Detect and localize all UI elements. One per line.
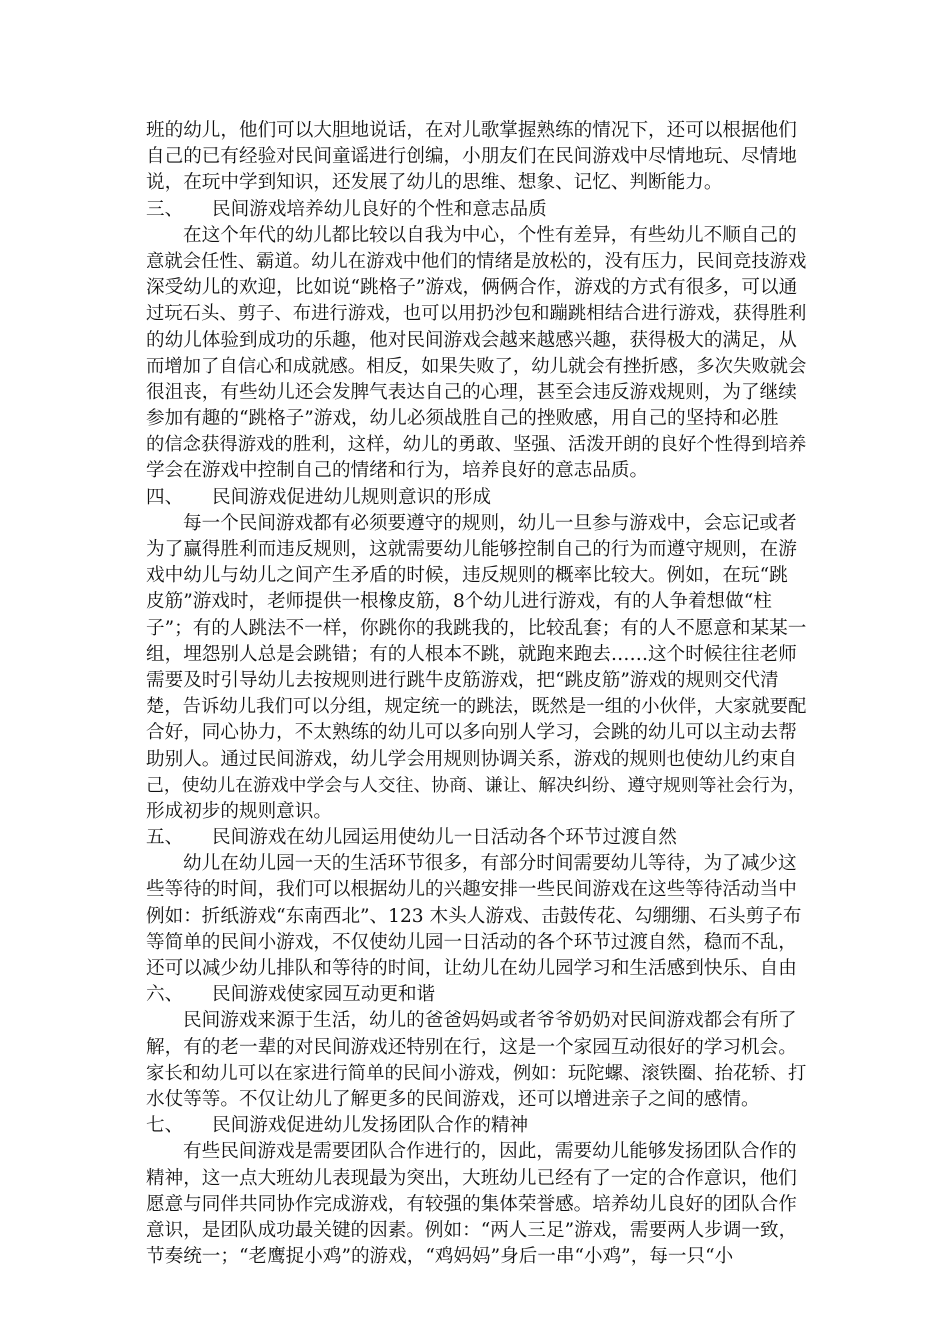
paragraph-line: 说，在玩中学到知识，还发展了幼儿的思维、想象、记忆、判断能力。	[146, 172, 723, 194]
section-title: 民间游戏培养幼儿良好的个性和意志品质	[212, 198, 547, 220]
paragraph-line: 深受幼儿的欢迎，比如说“跳格子”游戏，俩俩合作，游戏的方式有很多，可以通	[146, 277, 798, 299]
section-heading	[146, 982, 806, 1008]
section-title: 民间游戏在幼儿园运用使幼儿一日活动各个环节过渡自然	[212, 827, 677, 849]
paragraph-line: 自己的已有经验对民间童谣进行创编，小朋友们在民间游戏中尽情地玩、尽情地	[146, 146, 797, 168]
section-title: 民间游戏促进幼儿发扬团队合作的精神	[212, 1115, 529, 1137]
paragraph-line: 解，有的老一辈的对民间游戏还特别在行，这是一个家园互动很好的学习机会。	[146, 1036, 797, 1058]
section-number: 七、	[146, 1115, 184, 1137]
section-number: 六、	[146, 984, 184, 1006]
paragraph-line: 愿意与同伴共同协作完成游戏，有较强的集体荣誉感。培养幼儿良好的团队合作	[146, 1193, 797, 1215]
paragraph-line: 的幼儿体验到成功的乐趣，他对民间游戏会越来越感兴趣，获得极大的满足，从	[146, 329, 797, 351]
section-heading	[146, 1113, 806, 1139]
paragraph-line: 学会在游戏中控制自己的情绪和行为，培养良好的意志品质。	[146, 460, 649, 482]
paragraph-line: 组，埋怨别人总是会跳错；有的人根本不跳，就跑来跑去……这个时候往往老师	[146, 643, 797, 665]
paragraph-line: 皮筋”游戏时，老师提供一根橡皮筋，8个幼儿进行游戏，有的人争着想做“柱	[146, 591, 772, 613]
paragraph-line: 例如：折纸游戏“东南西北”、123 木头人游戏、击鼓传花、勾绷绷、石头剪子布	[146, 905, 802, 927]
paragraph-line: 每一个民间游戏都有必须要遵守的规则，幼儿一旦参与游戏中，会忘记或者	[183, 512, 797, 534]
paragraph-line: 过玩石头、剪子、布进行游戏，也可以用扔沙包和蹦跳相结合进行游戏，获得胜利	[146, 303, 807, 325]
paragraph-line: 子”；有的人跳法不一样，你跳你的我跳我的，比较乱套；有的人不愿意和某某一	[146, 617, 807, 639]
paragraph-line: 班的幼儿，他们可以大胆地说话，在对儿歌掌握熟练的情况下，还可以根据他们	[146, 120, 797, 141]
paragraph-line: 水仗等等。不仅让幼儿了解更多的民间游戏，还可以增进亲子之间的感情。	[146, 1088, 760, 1110]
paragraph-line: 己，使幼儿在游戏中学会与人交往、协商、谦让、解决纠纷、遵守规则等社会行为，	[146, 774, 806, 796]
paragraph-line: 些等待的时间，我们可以根据幼儿的兴趣安排一些民间游戏在这些等待活动当中	[146, 879, 797, 901]
paragraph-line: 需要及时引导幼儿去按规则进行跳牛皮筋游戏，把“跳皮筋”游戏的规则交代清	[146, 669, 779, 691]
section-title: 民间游戏使家园互动更和谐	[212, 984, 436, 1006]
paragraph-line: 幼儿在幼儿园一天的生活环节很多，有部分时间需要幼儿等待，为了减少这	[183, 853, 797, 875]
paragraph-line: 在这个年代的幼儿都比较以自我为中心，个性有差异，有些幼儿不顺自己的	[183, 224, 797, 246]
paragraph-line: 等简单的民间小游戏，不仅使幼儿园一日活动的各个环节过渡自然，稳而不乱，	[146, 931, 797, 953]
paragraph-line: 为了赢得胜利而违反规则，这就需要幼儿能够控制自己的行为而遵守规则，在游	[146, 539, 797, 560]
section-heading	[146, 197, 806, 223]
paragraph-line: 助别人。通过民间游戏，幼儿学会用规则协调关系，游戏的规则也使幼儿约束自	[146, 748, 797, 770]
paragraph-line: 意识，是团队成功最关键的因素。例如：“两人三足”游戏，需要两人步调一致，	[146, 1219, 798, 1241]
paragraph-line: 有些民间游戏是需要团队合作进行的，因此，需要幼儿能够发扬团队合作的	[183, 1141, 797, 1163]
paragraph-line: 而增加了自信心和成就感。相反，如果失败了，幼儿就会有挫折感，多次失败就会	[146, 355, 807, 377]
paragraph-line: 民间游戏来源于生活，幼儿的爸爸妈妈或者爷爷奶奶对民间游戏都会有所了	[183, 1010, 797, 1032]
section-number: 五、	[146, 827, 184, 849]
section-heading	[146, 825, 806, 851]
paragraph-line: 合好，同心协力，不太熟练的幼儿可以多向别人学习，会跳的幼儿可以主动去帮	[146, 722, 797, 744]
paragraph-line: 精神，这一点大班幼儿表现最为突出，大班幼儿已经有了一定的合作意识，他们	[146, 1167, 797, 1189]
paragraph-line: 还可以减少幼儿排队和等待的时间，让幼儿在幼儿园学习和生活感到快乐、自由	[146, 958, 797, 979]
section-heading	[146, 485, 806, 511]
paragraph-line: 参加有趣的“跳格子”游戏，幼儿必须战胜自己的挫败感，用自己的坚持和必胜	[146, 408, 779, 430]
document-page	[146, 118, 806, 1270]
paragraph-line: 家长和幼儿可以在家进行简单的民间小游戏，例如：玩陀螺、滚铁圈、抬花轿、打	[146, 1062, 807, 1084]
paragraph-line: 意就会任性、霸道。幼儿在游戏中他们的情绪是放松的，没有压力，民间竞技游戏	[146, 250, 807, 272]
section-number: 三、	[146, 198, 184, 220]
paragraph-line: 节奏统一；“老鹰捉小鸡”的游戏，“鸡妈妈”身后一串“小鸡”，每一只“小	[146, 1246, 734, 1268]
paragraph-line: 很沮丧，有些幼儿还会发脾气表达自己的心理，甚至会违反游戏规则，为了继续	[146, 381, 797, 403]
section-number: 四、	[146, 486, 184, 508]
paragraph-line: 戏中幼儿与幼儿之间产生矛盾的时候，违反规则的概率比较大。例如，在玩“跳	[146, 565, 788, 587]
paragraph-line: 楚，告诉幼儿我们可以分组，规定统一的跳法，既然是一组的小伙伴，大家就要配	[146, 696, 807, 718]
paragraph-line: 的信念获得游戏的胜利，这样，幼儿的勇敢、坚强、活泼开朗的良好个性得到培养	[146, 434, 807, 456]
section-title: 民间游戏促进幼儿规则意识的形成	[212, 486, 491, 508]
paragraph-line: 形成初步的规则意识。	[146, 800, 332, 822]
